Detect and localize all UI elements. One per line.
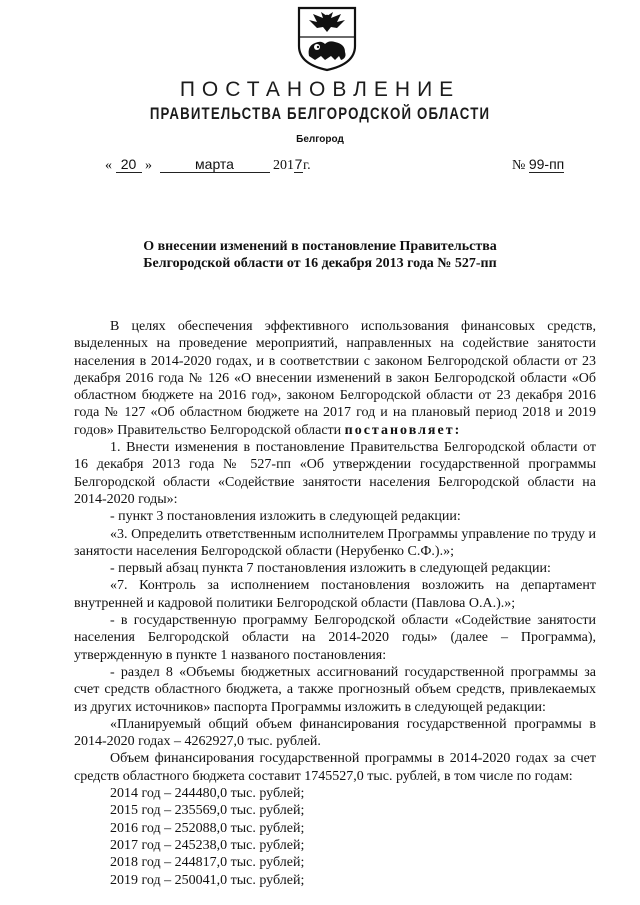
date-year-digit: 7 xyxy=(294,156,303,172)
paragraph-point-3-intro: - пункт 3 постановления изложить в следующей редакции: xyxy=(110,509,461,525)
date-month: марта xyxy=(160,156,270,173)
date-year-suffix: г. xyxy=(303,158,311,173)
belgorod-coat-of-arms-icon xyxy=(295,6,359,72)
list-item: 2019 год – 250041,0 тыс. рублей; xyxy=(110,872,305,888)
document-number xyxy=(512,156,564,174)
list-item: 2015 год – 235569,0 тыс. рублей; xyxy=(110,803,305,819)
document-type: ПОСТАНОВЛЕНИЕ xyxy=(179,78,461,101)
paragraph-preamble xyxy=(74,318,596,439)
document-title xyxy=(0,238,640,272)
paragraph-point-3-text: «3. Определить ответственным исполнителем Программы управление по труду и занятости населения Белгородской области (Нерубенко С.Ф.).»; xyxy=(74,526,596,559)
list-item: 2016 год – 252088,0 тыс. рублей; xyxy=(110,820,305,836)
date-day: 20 xyxy=(116,156,142,173)
list-item: 2014 год – 244480,0 тыс. рублей; xyxy=(110,786,305,802)
issuer-name: ПРАВИТЕЛЬСТВА БЕЛГОРОДСКОЙ ОБЛАСТИ xyxy=(149,104,491,123)
document-date xyxy=(105,156,311,174)
paragraph-regional-funding: Объем финансирования государственной программы в 2014-2020 годах за счет средств областного бюджета составит 1745527,0 тыс. рублей, в том числе по годам: xyxy=(74,751,596,784)
date-year-prefix: 201 xyxy=(273,158,294,173)
number-value: 99-пп xyxy=(528,156,565,172)
paragraph-section-8-intro: - раздел 8 «Объемы бюджетных ассигнований государственной программы за счет средств областного бюджета, а также прогнозный объем средств, привлекаемых из других источников» паспорта Программы изложить в следующей редакции: xyxy=(74,664,596,715)
paragraph-item-1: 1. Внести изменения в постановление Правительства Белгородской области от 16 декабря 2013 года № 527-пп «Об утверждении государственной программы Белгородской области «Содействие занятости населения Белгородской области на 2014-2020 годы»: xyxy=(74,440,596,507)
list-item: 2018 год – 244817,0 тыс. рублей; xyxy=(110,855,305,871)
list-item: 2017 год – 245238,0 тыс. рублей; xyxy=(110,837,305,853)
resolves-keyword: постановляет: xyxy=(344,422,462,438)
document-body xyxy=(74,318,596,889)
date-close-quote: » xyxy=(145,158,152,173)
city-name: Белгород xyxy=(296,134,344,145)
title-line-1: О внесении изменений в постановление Правительства xyxy=(143,239,497,254)
date-open-quote: « xyxy=(105,158,112,173)
title-line-2: Белгородской области от 16 декабря 2013 года № 527-пп xyxy=(143,256,497,271)
paragraph-total-funding: «Планируемый общий объем финансирования государственной программы в 2014-2020 годах – 4262927,0 тыс. рублей. xyxy=(74,716,596,750)
paragraph-program-intro: - в государственную программу Белгородской области «Содействие занятости населения Белгородской области на 2014-2020 годы» (далее – Программа), утвержденную в пункте 1 названого постановления: xyxy=(74,613,596,663)
paragraph-point-7-text: «7. Контроль за исполнением постановления возложить на департамент внутренней и кадровой политики Белгородской области (Павлова О.А.).»; xyxy=(74,578,596,611)
funding-by-year-list xyxy=(74,785,596,889)
number-label: № xyxy=(512,158,526,173)
preamble-text: В целях обеспечения эффективного использования финансовых средств, выделенных на проведение мероприятий, направленных на содействие занятости населения в 2014-2020 годах, и в соответствии с законом Белгородской области от 23 декабря 2016 года № 126 «О внесении изменений в закон Белгородской области «Об областном бюджете на 2016 год», законом Белгородской области от 23 декабря 2016 года № 127 «Об областном бюджете на 2017 год и на плановый период 2018 и 2019 годов» Правительство Белгородской области xyxy=(74,319,596,438)
paragraph-point-7-intro: - первый абзац пункта 7 постановления изложить в следующей редакции: xyxy=(110,561,551,577)
